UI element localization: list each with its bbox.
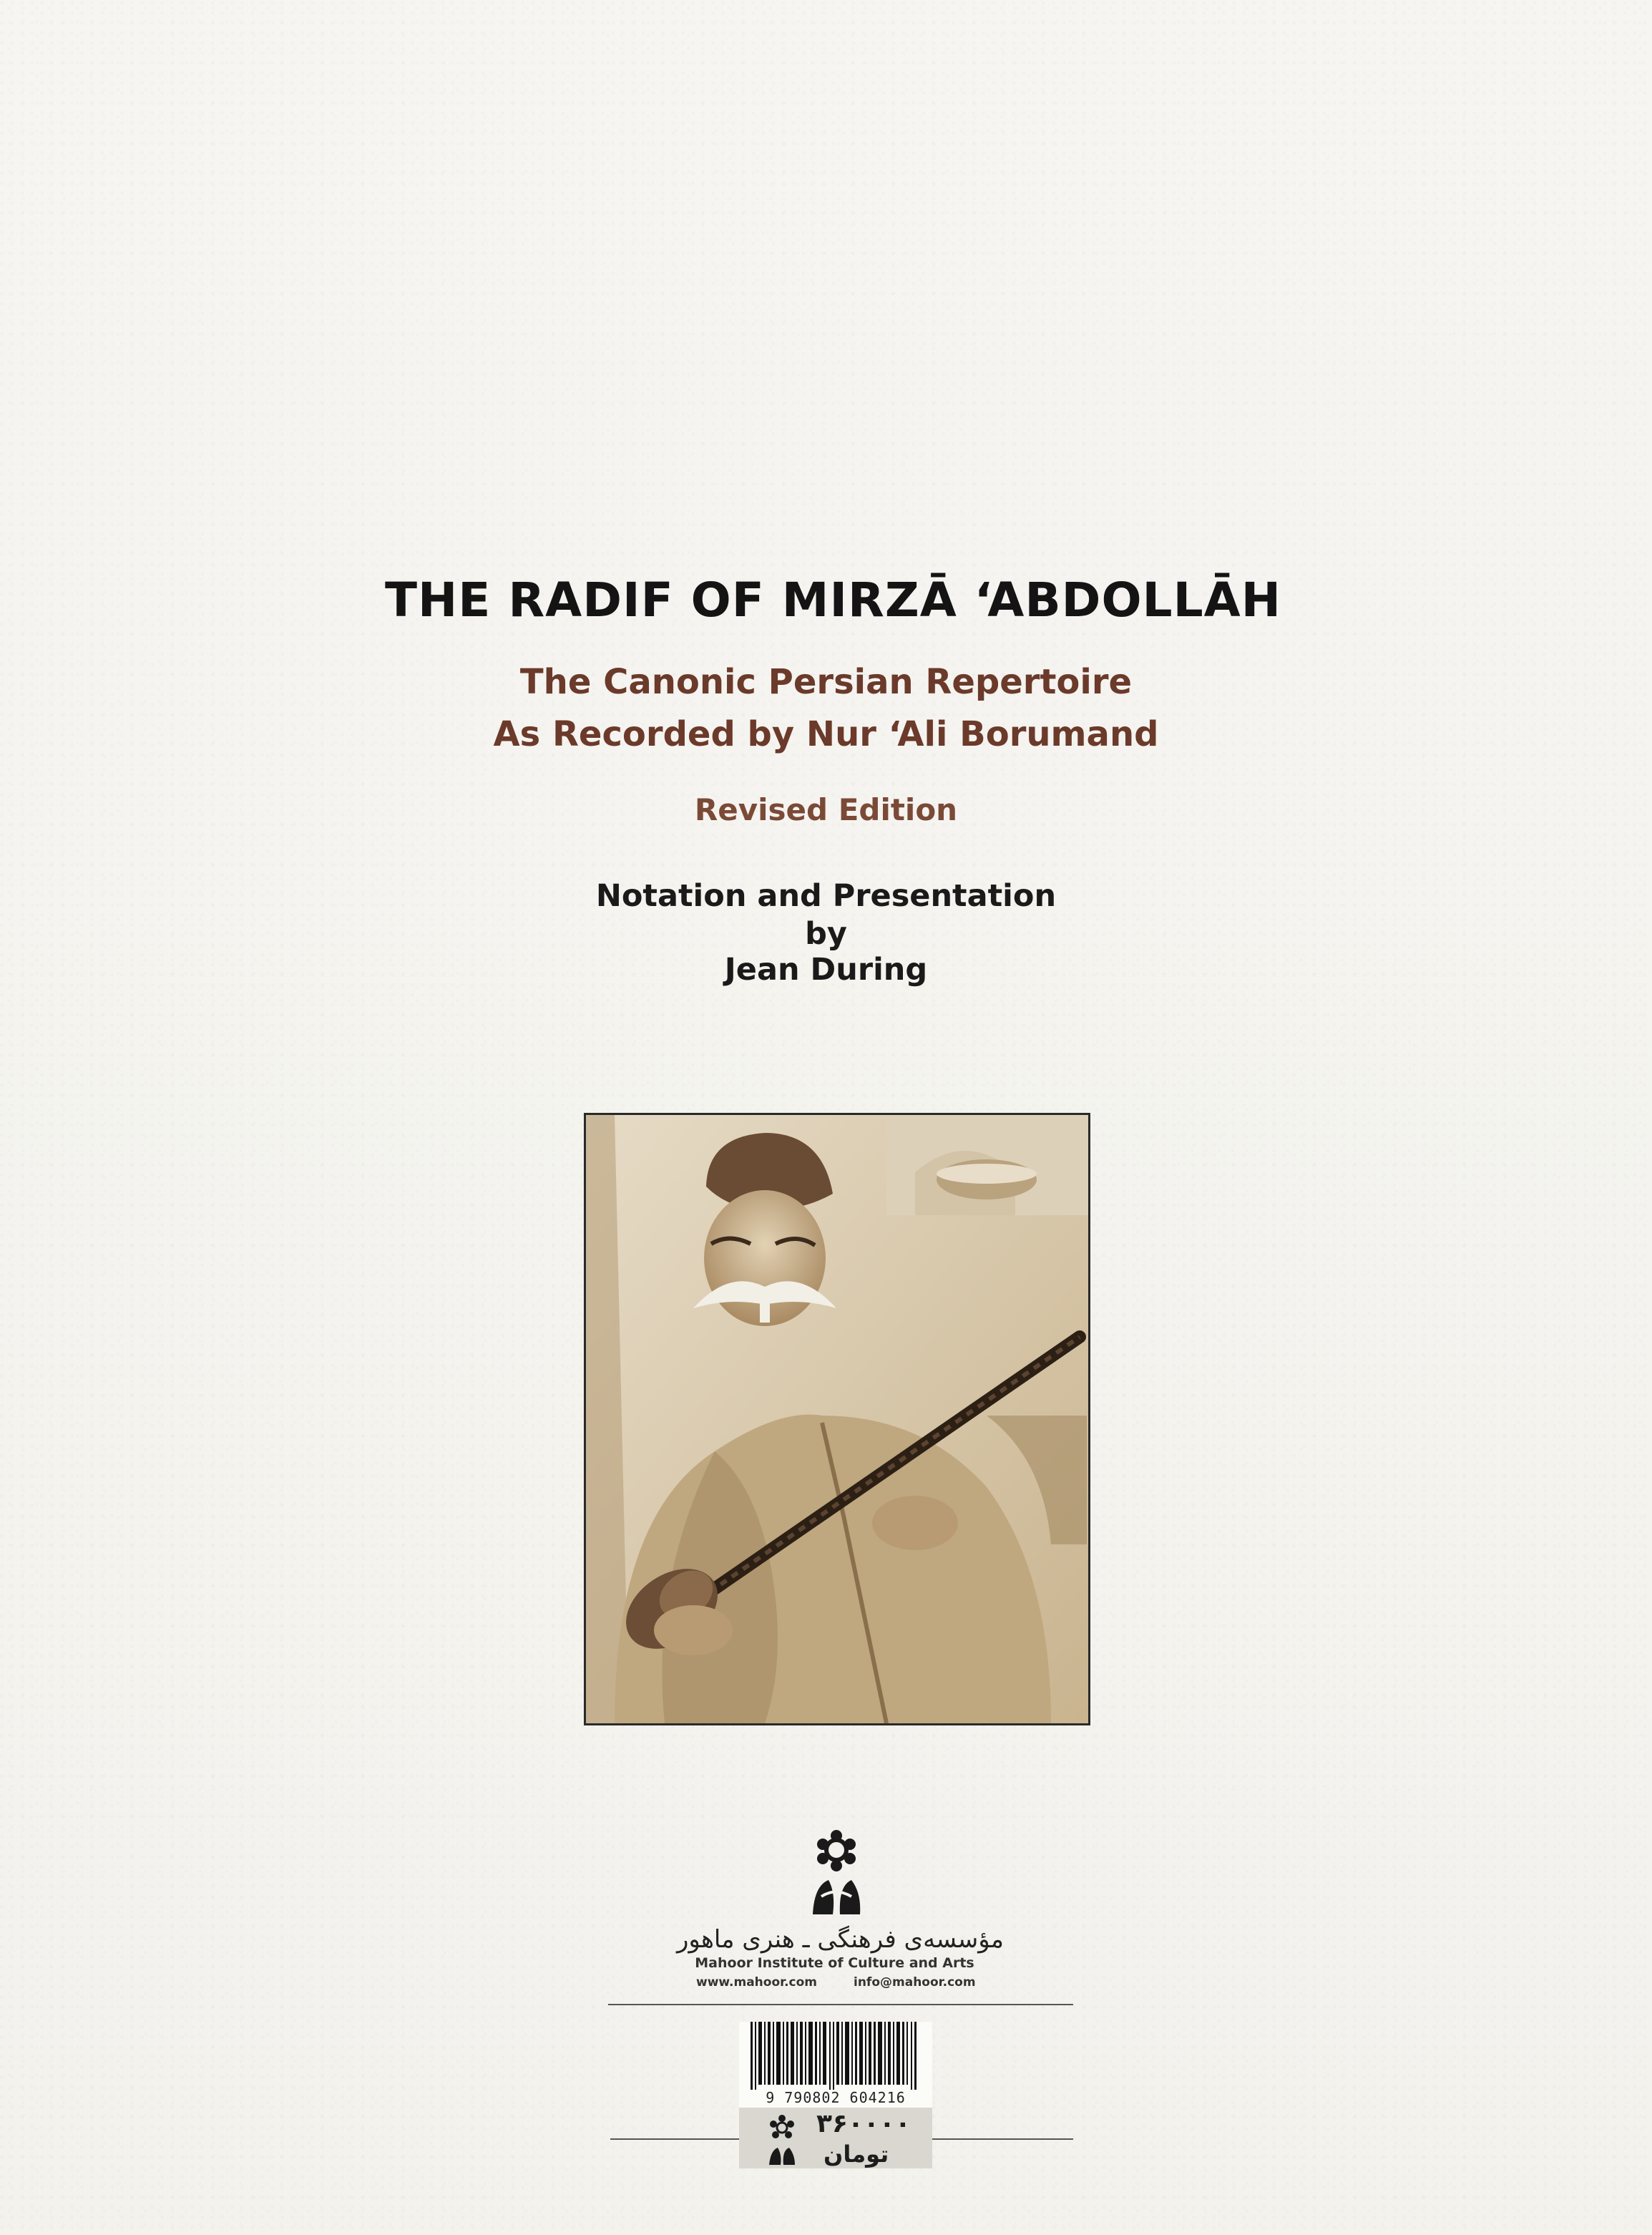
mahoor-logo	[807, 1829, 866, 1919]
credit-line-2: by	[805, 916, 847, 952]
portrait-image	[584, 1113, 1090, 1725]
subtitle-line-2: As Recorded by Nur ‘Ali Borumand	[493, 714, 1159, 754]
subtitle-line-1: The Canonic Persian Repertoire	[519, 662, 1133, 702]
barcode-image	[748, 2022, 924, 2090]
divider	[610, 2138, 739, 2140]
mahoor-logo-small	[768, 2142, 796, 2166]
publisher-email[interactable]: info@mahoor.com	[854, 1975, 976, 1990]
divider	[608, 2004, 1073, 2005]
publisher-name-en: Mahoor Institute of Culture and Arts	[695, 1955, 974, 1971]
credit-line-1: Notation and Presentation	[595, 878, 1057, 914]
edition-label: Revised Edition	[694, 792, 958, 827]
price-amount: ۳۶۰۰۰۰	[816, 2109, 911, 2138]
divider	[930, 2138, 1073, 2140]
author-name: Jean During	[724, 952, 928, 988]
price-sticker	[739, 2022, 932, 2168]
publisher-website[interactable]: www.mahoor.com	[696, 1975, 818, 1990]
mahoor-logo-small	[769, 2115, 795, 2141]
barcode-number: 9 790802 604216	[766, 2089, 906, 2106]
publisher-name-fa: مؤسسه‌ی فرهنگی ـ هنری ماهور	[677, 1925, 1004, 1954]
price-currency: تومان	[823, 2141, 889, 2168]
book-title: THE RADIF OF MIRZĀ ‘ABDOLLĀH	[385, 573, 1281, 628]
